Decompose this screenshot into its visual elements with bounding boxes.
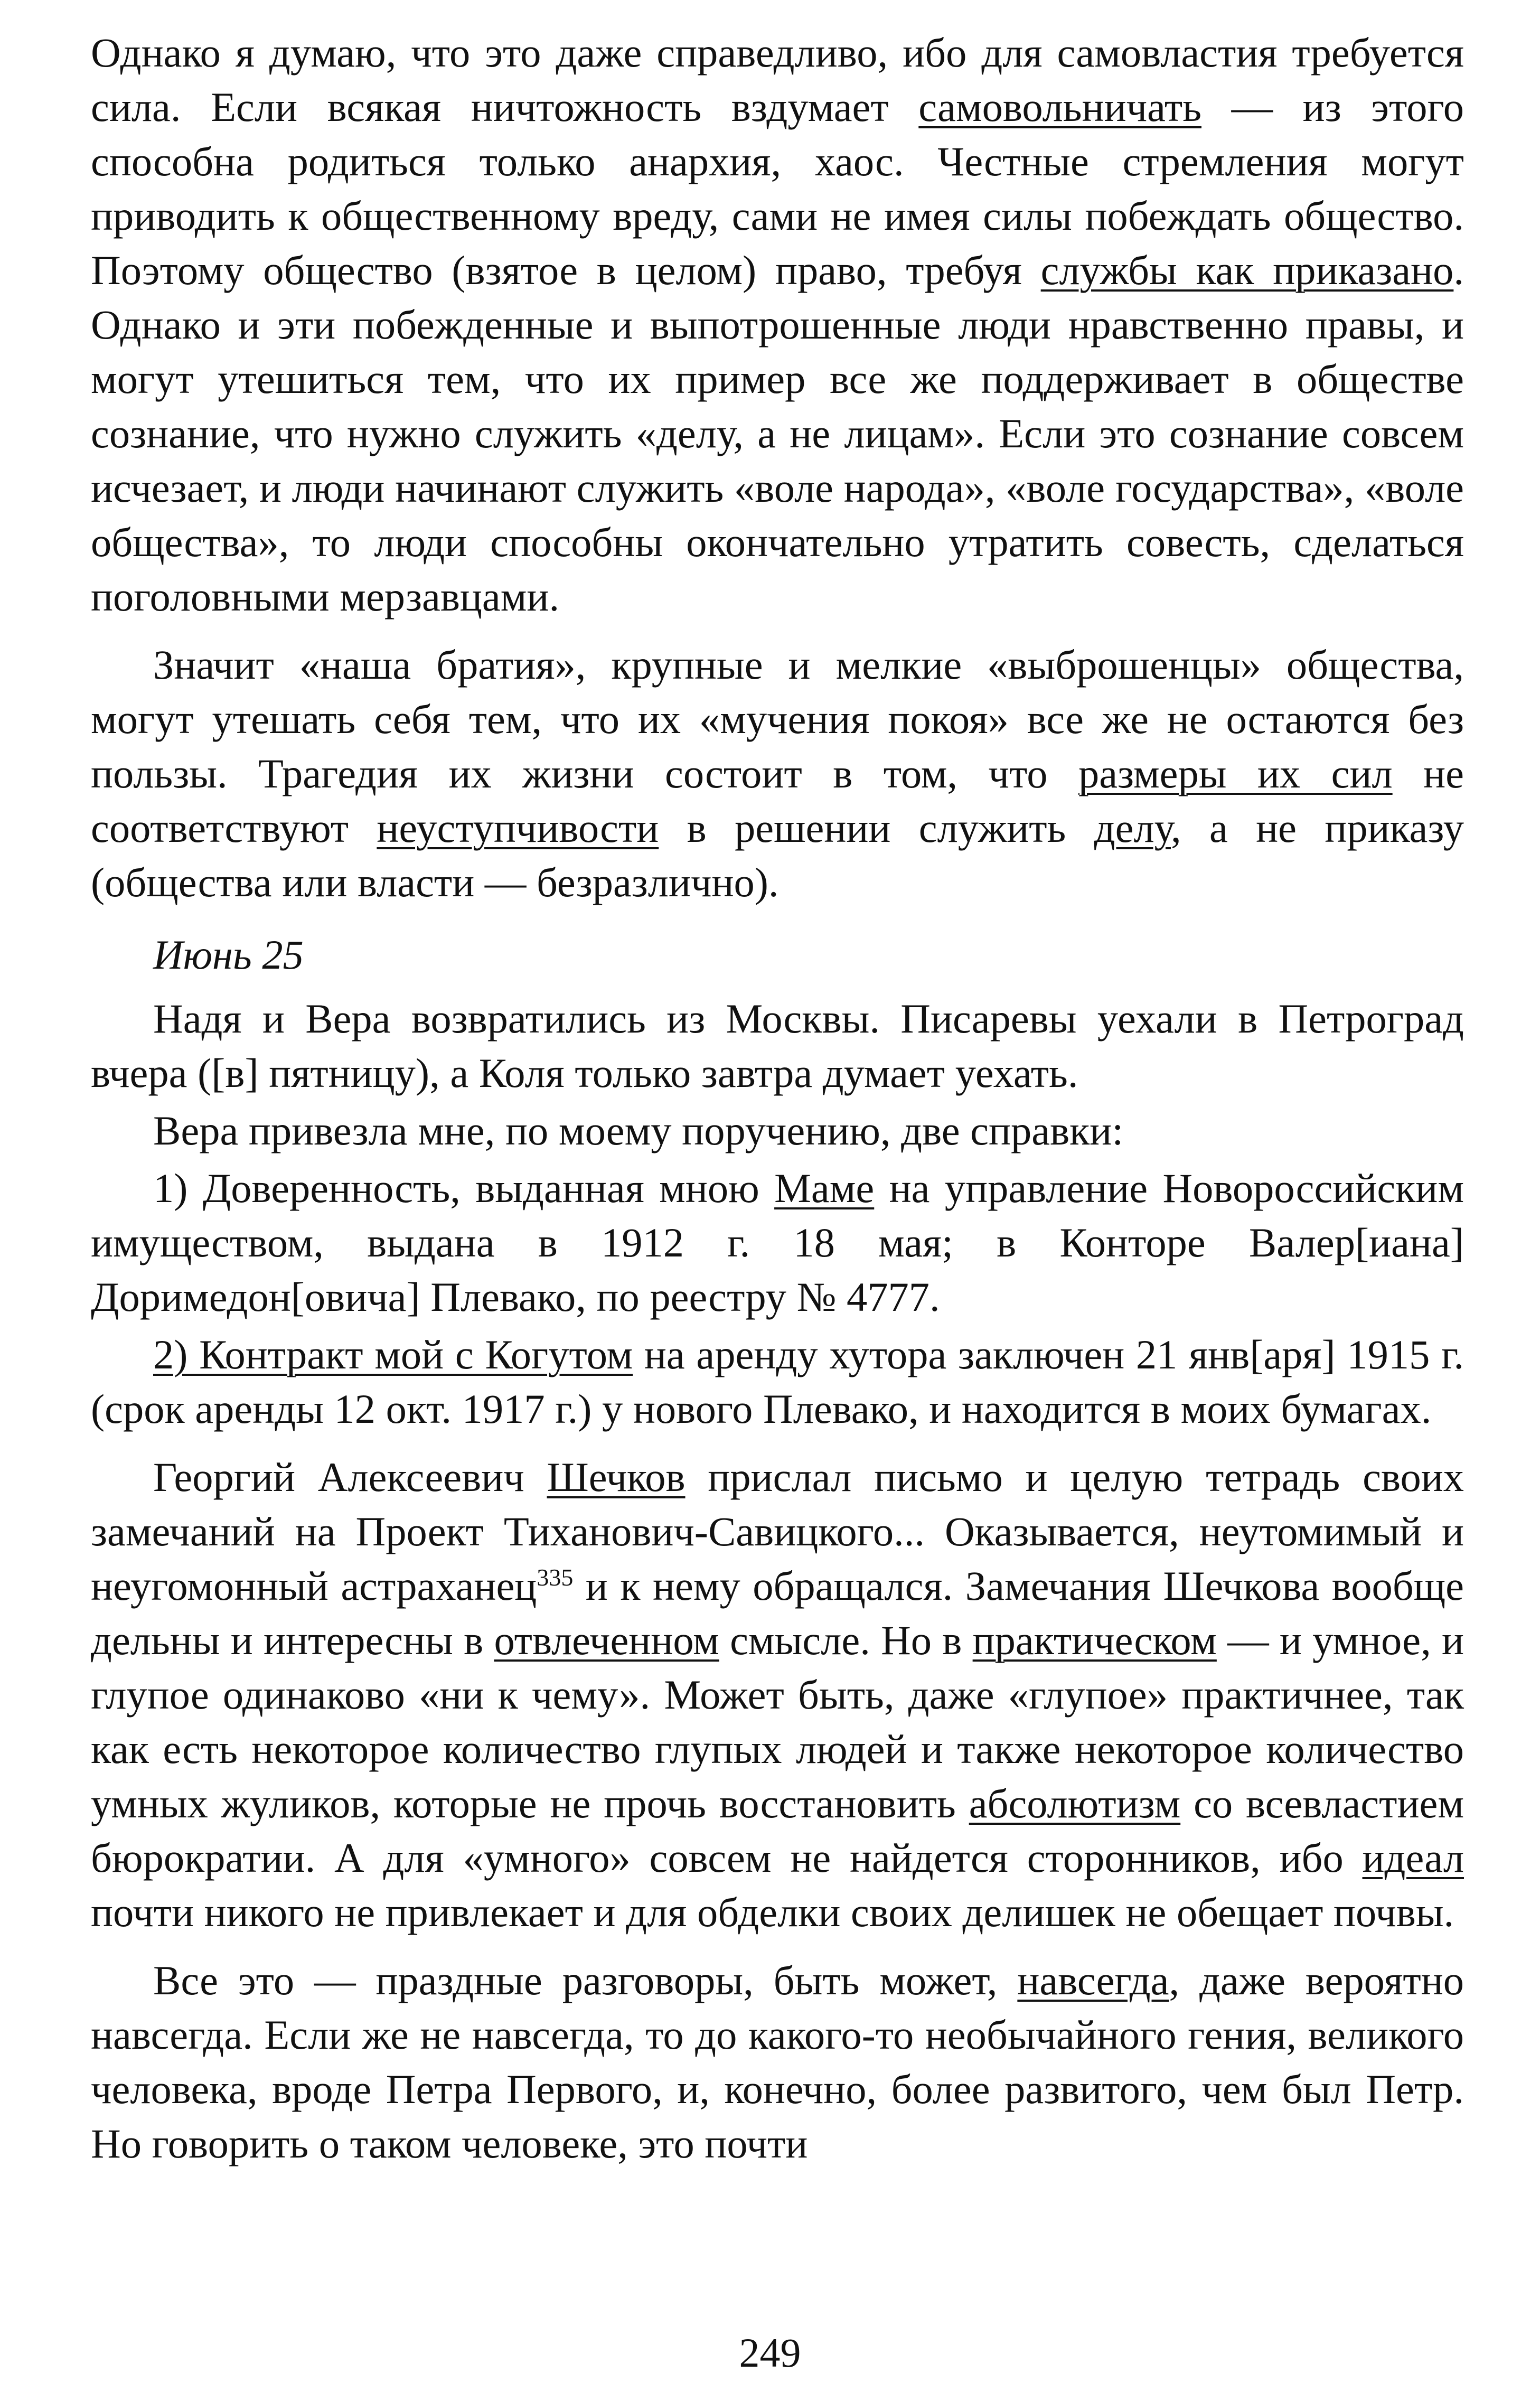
text-run: не соответствуют xyxy=(91,751,1464,851)
text-run: — из этого способна родиться только анархия, хаос. Честные стремления могут приводить к общественному вреду, сами не имея силы побеждать общество. Поэтому общество (взятое в целом) право, требуя xyxy=(91,84,1464,293)
text-run: , даже вероятно навсегда. Если же не навсегда, то до какого-то необычайного гения, великого человека, вроде Петра Первого, и, конечно, более развитого, чем был Петр. Но говорить о таком человеке, это почти xyxy=(91,1957,1464,2166)
text-run: в решении служить xyxy=(659,805,1094,851)
underlined-text: размеры их сил xyxy=(1078,751,1393,796)
underlined-text: идеал xyxy=(1362,1835,1464,1881)
underlined-text: практическом xyxy=(972,1617,1217,1663)
underlined-text: делу xyxy=(1094,805,1171,851)
text-run: Вера привезла мне, по моему поручению, две справки: xyxy=(153,1108,1124,1153)
text-run: , а не приказу (общества или власти — безразлично). xyxy=(91,805,1464,905)
underlined-text: службы как приказано xyxy=(1040,247,1454,293)
text-run: Однако я думаю, что это даже справедливо, ибо для самовластия требуется сила. Если всякая ничтожность вздумает xyxy=(91,30,1464,130)
text-run: . Однако и эти побежденные и выпотрошенные люди нравственно правы, и могут утешиться тем, что их пример все же поддерживает в обществе сознание, что нужно служить «делу, а не лицам». Если это сознание совсем исчезает, и люди начинают служить «воле народа», «воле государства», «воле общества», то люди способны окончательно утратить совесть, сделаться поголовными мерзавцами. xyxy=(91,247,1464,620)
text-run: Георгий Алексеевич xyxy=(153,1454,547,1500)
text-run: прислал письмо и целую тетрадь своих замечаний на Проект Тиханович-Савицкого... Оказывается, неутомимый и неугомонный астраханец xyxy=(91,1454,1464,1609)
text-run: и к нему обращался. Замечания Шечкова вообще дельны и интересны в xyxy=(91,1563,1464,1663)
diary-date-heading: Июнь 25 xyxy=(153,932,304,978)
paragraph-5 xyxy=(91,1161,1464,1324)
underlined-text: абсолютизм xyxy=(969,1780,1181,1826)
paragraph-6 xyxy=(91,1327,1464,1436)
text-run: на управление Новороссийским имуществом, выдана в 1912 г. 18 мая; в Конторе Валер[иана] Доримедон[овича] Плевако, по реестру № 4777. xyxy=(91,1165,1464,1320)
text-run: 1) Доверенность, выданная мною xyxy=(153,1165,775,1211)
underlined-text: навсегда xyxy=(1017,1957,1169,2003)
paragraph-2 xyxy=(91,637,1464,909)
text-run: со всевластием бюрократии. А для «умного» совсем не найдется сторонников, ибо xyxy=(91,1780,1464,1881)
text-run: Все это — праздные разговоры, быть может, xyxy=(153,1957,1018,2003)
paragraph-3 xyxy=(91,991,1464,1100)
text-run: смысле. Но в xyxy=(719,1617,973,1663)
text-run: на аренду хутора заключен 21 янв[аря] 1915 г. (срок аренды 12 окт. 1917 г.) у нового Плевако, и находится в моих бумагах. xyxy=(91,1331,1464,1432)
page-number: 249 xyxy=(739,2330,801,2376)
underlined-text: Маме xyxy=(774,1165,875,1211)
underlined-text: отвлеченном xyxy=(494,1617,719,1663)
paragraph-8 xyxy=(91,1953,1464,2171)
footnote-marker: 335 xyxy=(537,1563,574,1591)
paragraph-7 xyxy=(91,1450,1464,1939)
body-text xyxy=(91,25,1464,2171)
text-run: Надя и Вера возвратились из Москвы. Писаревы уехали в Петроград вчера ([в] пятницу), а Коля только завтра думает уехать. xyxy=(91,996,1464,1096)
underlined-text: Шечков xyxy=(547,1454,686,1500)
underlined-text: неуступчивости xyxy=(377,805,659,851)
underlined-text: 2) Контракт мой с Когутом xyxy=(153,1331,633,1377)
paragraph-1 xyxy=(91,25,1464,624)
underlined-text: самовольничать xyxy=(918,84,1201,130)
text-run: Значит «наша братия», крупные и мелкие «выброшенцы» общества, могут утешать себя тем, что их «мучения покоя» все же не остаются без пользы. Трагедия их жизни состоит в том, что xyxy=(91,642,1464,796)
text-run: почти никого не привлекает и для обделки своих делишек не обещает почвы. xyxy=(91,1889,1454,1935)
paragraph-4 xyxy=(91,1103,1464,1158)
text-run: — и умное, и глупое одинаково «ни к чему». Может быть, даже «глупое» практичнее, так как есть некоторое количество глупых людей и также некоторое количество умных жуликов, которые не прочь восстановить xyxy=(91,1617,1464,1826)
